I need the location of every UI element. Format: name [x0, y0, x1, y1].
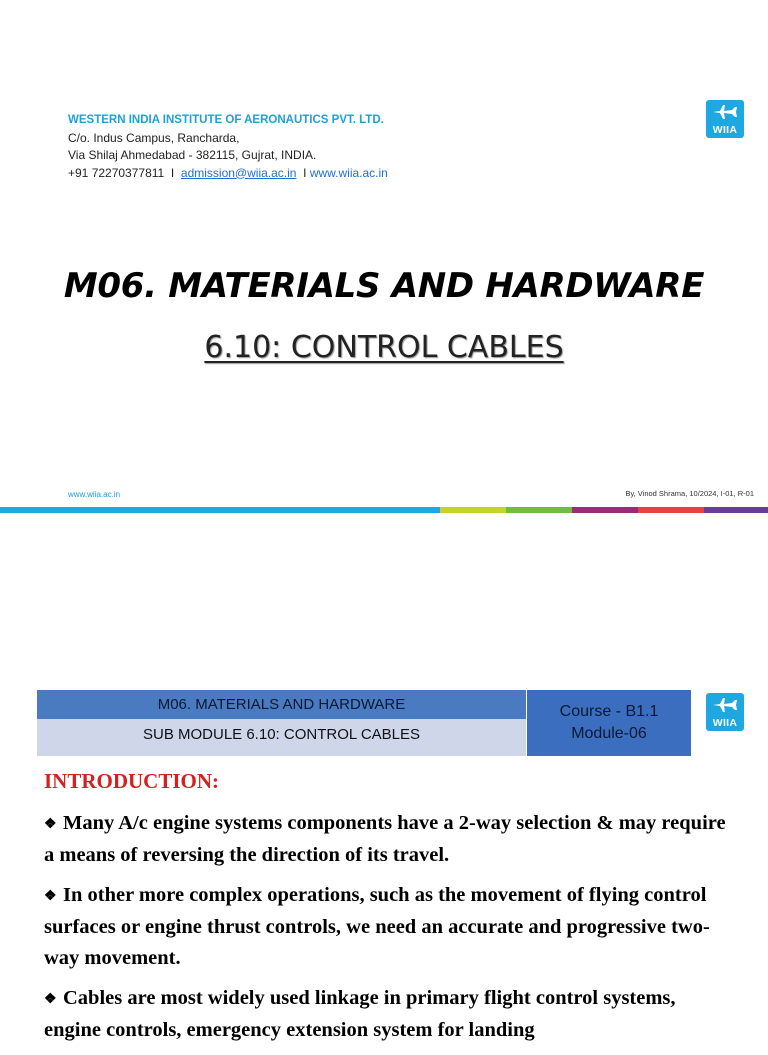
header-submodule: SUB MODULE 6.10: CONTROL CABLES	[37, 719, 526, 756]
organization-name: WESTERN INDIA INSTITUTE OF AERONAUTICS PVT. LTD.	[68, 114, 384, 126]
separator: I	[170, 165, 175, 180]
four-diamond-bullet-icon: ❖	[44, 889, 57, 904]
stripe-segment	[638, 507, 704, 513]
address-line-2: Via Shilaj Ahmedabad - 382115, Gujrat, INDIA.	[68, 148, 317, 162]
wiia-logo	[706, 100, 744, 138]
title-slide	[0, 0, 768, 514]
organization-block	[68, 112, 388, 182]
color-stripe	[0, 507, 768, 513]
course-line-2: Module-06	[571, 725, 647, 742]
footer-url: www.wiia.ac.in	[68, 490, 121, 499]
phone-number: +91 72270377811	[68, 165, 165, 180]
four-diamond-bullet-icon: ❖	[44, 992, 57, 1007]
list-item	[44, 880, 734, 974]
email-link[interactable]: admission@wiia.ac.in	[180, 165, 297, 180]
four-diamond-bullet-icon: ❖	[44, 817, 57, 832]
bullet-list	[44, 808, 734, 1055]
list-item	[44, 808, 734, 871]
stripe-segment	[440, 507, 506, 513]
section-heading: INTRODUCTION:	[44, 769, 220, 793]
stripe-segment	[506, 507, 572, 513]
contact-line	[68, 165, 388, 183]
logo-text: WIIA	[712, 717, 738, 729]
course-box	[527, 690, 691, 756]
course-line-1: Course - B1.1	[559, 703, 659, 720]
slide-title: M06. MATERIALS AND HARDWARE	[63, 266, 705, 306]
website-link[interactable]: www.wiia.ac.in	[309, 165, 388, 180]
logo-text: WIIA	[712, 124, 738, 136]
bullet-text: In other more complex operations, such as the movement of flying control surfaces or engine thrust controls, we need an accurate and progressive two-way movement.	[44, 884, 710, 969]
stripe-segment	[0, 507, 440, 513]
separator: I	[303, 165, 307, 180]
stripe-segment	[572, 507, 638, 513]
wiia-logo	[706, 693, 744, 731]
bullet-text: Cables are most widely used linkage in primary flight control systems, engine controls, emergency extension system for landing	[44, 987, 676, 1041]
list-item	[44, 983, 734, 1046]
bullet-text: Many A/c engine systems components have a 2-way selection & may require a means of reversing the direction of its travel.	[44, 812, 726, 866]
footer-author: By, Vinod Shrama, 10/2024, I-01, R-01	[625, 489, 754, 498]
address-line-1: C/o. Indus Campus, Rancharda,	[68, 130, 240, 145]
stripe-segment	[704, 507, 768, 513]
airplane-icon	[712, 696, 738, 714]
header-module: M06. MATERIALS AND HARDWARE	[37, 690, 526, 719]
slide-subtitle: 6.10: CONTROL CABLES	[204, 330, 564, 365]
airplane-icon	[712, 103, 738, 121]
